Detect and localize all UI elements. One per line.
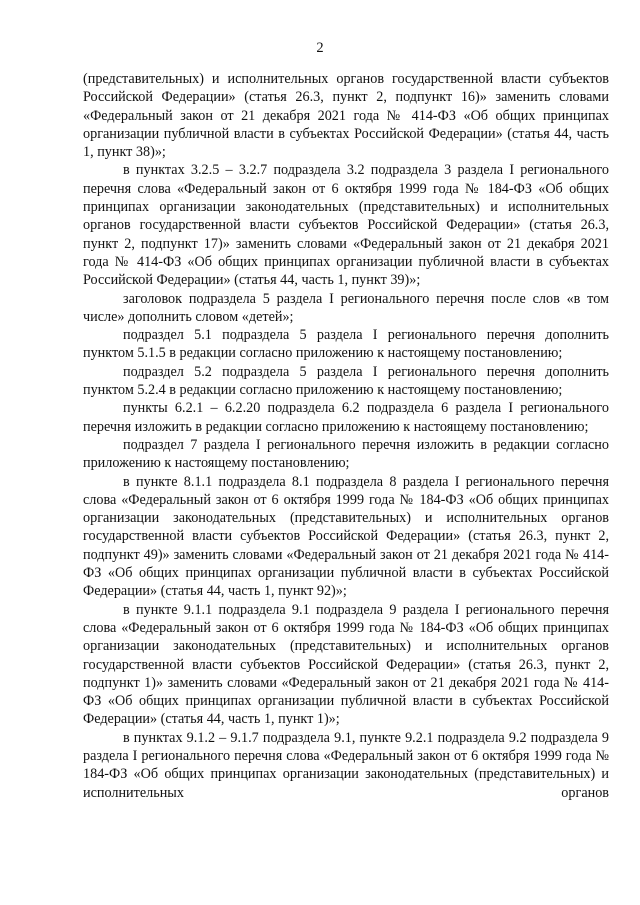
paragraph: подраздел 7 раздела I регионального перечня изложить в редакции согласно приложению к настоящему постановлению; [83,436,609,472]
paragraph: подраздел 5.1 подраздела 5 раздела I регионального перечня дополнить пунктом 5.1.5 в редакции согласно приложению к настоящему постановлению; [83,327,609,362]
paragraph: пункты 6.2.1 – 6.2.20 подраздела 6.2 подраздела 6 раздела I регионального перечня изложить в редакции согласно приложению к настоящему постановлению; [83,400,609,435]
document-body [83,70,609,802]
paragraph: в пункте 9.1.1 подраздела 9.1 подраздела 9 раздела I регионального перечня слова «Федеральный закон от 6 октября 1999 года № 184-ФЗ «Об общих принципах организации законодательных (представительных) и исполнительных органов государственной власти субъектов Российской Федерации» (статья 26.3, пункт 2, подпункт 1)» заменить словами «Федеральный закон от 21 декабря 2021 года № 414-ФЗ «Об общих принципах организации публичной власти в субъектах Российской Федерации» (статья 44, часть 1, пункт 1)»; [83,601,609,728]
paragraph: подраздел 5.2 подраздела 5 раздела I регионального перечня дополнить пунктом 5.2.4 в редакции согласно приложению к настоящему постановлению; [83,363,609,399]
paragraph: (представительных) и исполнительных органов государственной власти субъектов Российской Федерации» (статья 26.3, пункт 2, подпункт 16)» заменить словами «Федеральный закон от 21 декабря 2021 года № 414-ФЗ «Об общих принципах организации публичной власти в субъектах Российской Федерации» (статья 44, часть 1, пункт 38)»; [83,71,609,161]
paragraph: заголовок подраздела 5 раздела I регионального перечня после слов «в том числе» дополнить словом «детей»; [83,290,609,325]
paragraph: в пунктах 3.2.5 – 3.2.7 подраздела 3.2 подраздела 3 раздела I регионального перечня слова «Федеральный закон от 6 октября 1999 года № 184-ФЗ «Об общих принципах организации законодательных (представительных) и исполнительных органов государственной власти субъектов Российской Федерации» (статья 26.3, пункт 2, подпункт 17)» заменить словами «Федеральный закон от 21 декабря 2021 года № 414-ФЗ «Об общих принципах организации публичной власти в субъектах Российской Федерации» (статья 44, часть 1, пункт 39)»; [83,162,609,289]
paragraph: в пунктах 9.1.2 – 9.1.7 подраздела 9.1, пункте 9.2.1 подраздела 9.2 подраздела 9 раздела I регионального перечня слова «Федеральный закон от 6 октября 1999 года № 184-ФЗ «Об общих принципах организации законодательных (представительных) и исполнительных органов [83,729,609,801]
paragraph: в пункте 8.1.1 подраздела 8.1 подраздела 8 раздела I регионального перечня слова «Федеральный закон от 6 октября 1999 года № 184-ФЗ «Об общих принципах организации законодательных (представительных) и исполнительных органов государственной власти субъектов Российской Федерации» (статья 26.3, пункт 2, подпункт 49)» заменить словами «Федеральный закон от 21 декабря 2021 года № 414-ФЗ «Об общих принципах организации публичной власти в субъектах Российской Федерации» (статья 44, часть 1, пункт 92)»; [83,473,609,600]
page-number: 2 [316,40,324,56]
